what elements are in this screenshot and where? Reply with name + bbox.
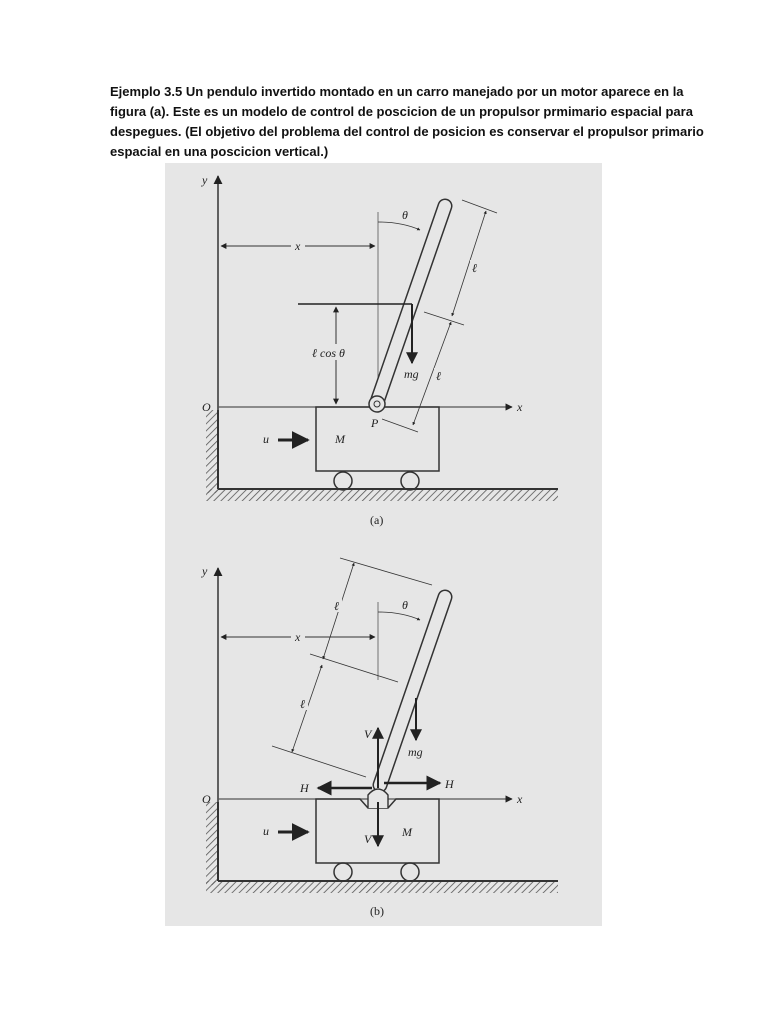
mass-label-b: M [402, 825, 412, 839]
ell-cos-label-a: ℓ cos θ [312, 346, 345, 360]
figure-a [201, 173, 558, 527]
ell-top-dimension-a [452, 211, 486, 316]
paragraph-line-1: Ejemplo 3.5 Un pendulo invertido montado en un carro manejado por un motor aparece en la [110, 84, 684, 99]
ell-bottom-dimension-a [413, 322, 451, 425]
ground-b [206, 802, 558, 893]
theta-label-b: θ [402, 598, 408, 612]
mg-label-a: mg [404, 367, 419, 381]
force-label-a: u [263, 432, 269, 446]
ell-top-label-a: ℓ [472, 261, 477, 275]
caption-b: (b) [370, 904, 384, 918]
paragraph-line-3: despegues. (El objetivo del problema del control de posicion es conservar el propulsor primario [110, 124, 704, 139]
ground-a [206, 410, 558, 501]
h-left-label-b: H [300, 781, 309, 795]
mg-label-b: mg [408, 745, 423, 759]
cart-wheel-right-b [401, 863, 419, 881]
paragraph-line-4: espacial en una poscicion vertical.) [110, 144, 329, 159]
ell-bottom-label-a: ℓ [436, 369, 441, 383]
cart-wheel-left-a [334, 472, 352, 490]
ell-bottom-label-b: ℓ [300, 697, 305, 711]
cart-wheel-left-b [334, 863, 352, 881]
paragraph-line-2: figura (a). Este es un modelo de control de poscicion de un propulsor prmimario espacial para [110, 104, 693, 119]
cart-wheel-right-a [401, 472, 419, 490]
origin-label-b: O [202, 792, 211, 806]
caption-a: (a) [370, 513, 384, 527]
origin-label-a: O [202, 400, 211, 414]
pivot-a [369, 396, 385, 412]
x-axis-label-b: x [517, 792, 523, 806]
y-axis-label-b: y [202, 564, 208, 578]
h-right-label-b: H [445, 777, 454, 791]
pivot-label-a: P [371, 416, 379, 430]
v-up-label-b: V [364, 727, 372, 741]
x-position-label-a: x [295, 239, 301, 253]
mass-label-a: M [335, 432, 345, 446]
figure-b [201, 558, 558, 918]
x-axis-label-a: x [517, 400, 523, 414]
x-position-label-b: x [295, 630, 301, 644]
force-label-b: u [263, 824, 269, 838]
v-down-label-b: V [364, 832, 372, 846]
theta-label-a: θ [402, 208, 408, 222]
y-axis-label-a: y [202, 173, 208, 187]
ell-top-label-b: ℓ [334, 599, 339, 613]
